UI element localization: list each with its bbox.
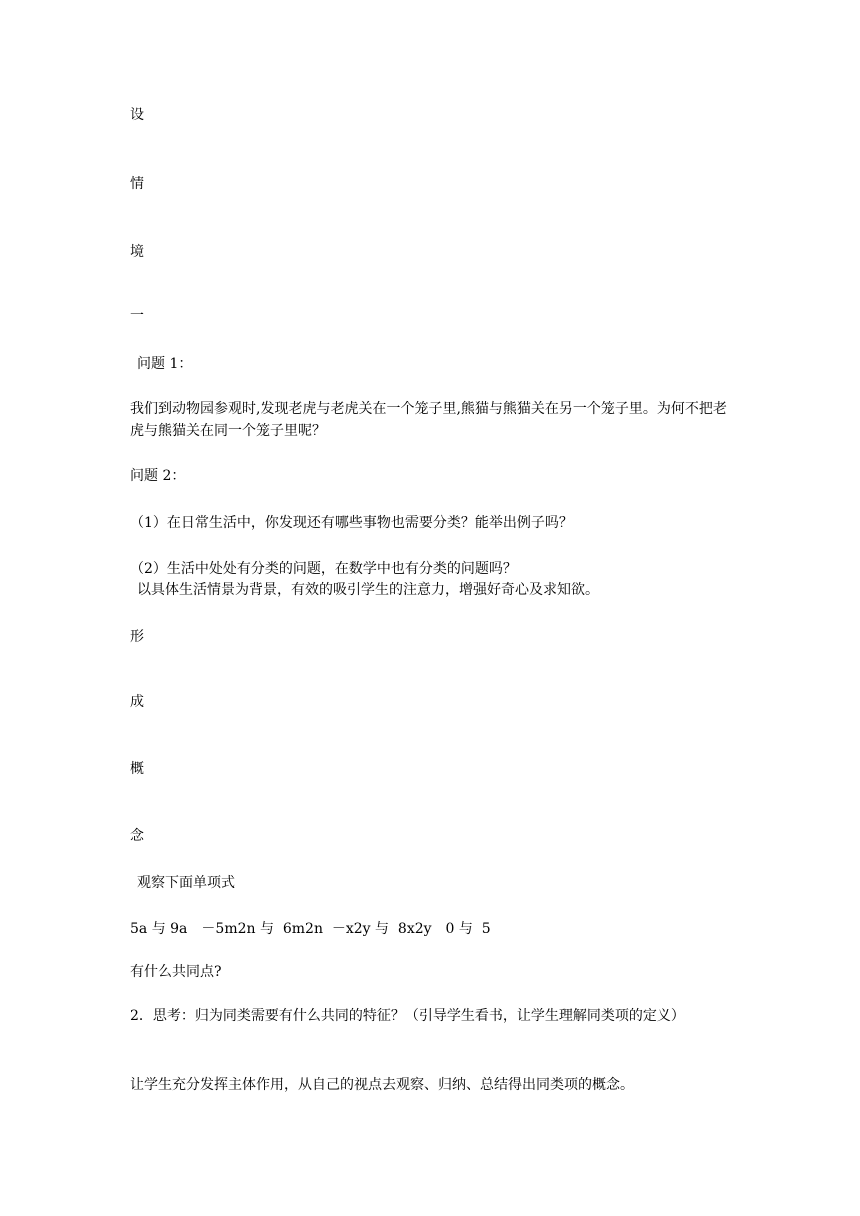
- question-2-item-2: （2）生活中处处有分类的问题，在数学中也有分类的问题吗？: [130, 561, 517, 577]
- section2-teaching-note: 让学生充分发挥主体作用，从自己的视点去观察、归纳、总结得出同类项的概念。: [130, 1077, 634, 1093]
- section1-teaching-note: 以具体生活情景为背景，有效的吸引学生的注意力，增强好奇心及求知欲。: [137, 582, 599, 598]
- question-1-label: 问题 1：: [137, 356, 193, 372]
- section2-heading-char-3: 概: [130, 761, 144, 777]
- common-point-question: 有什么共同点?: [130, 964, 222, 980]
- observe-label: 观察下面单项式: [137, 875, 235, 891]
- section1-heading-char-4: 一: [130, 308, 144, 324]
- section1-heading-char-1: 设: [130, 107, 144, 123]
- monomial-expressions: 5a 与 9a －5m2n 与 6m2n －x2y 与 8x2y 0 与 5: [130, 921, 491, 937]
- section1-heading-char-3: 境: [130, 244, 144, 260]
- section1-heading-char-2: 情: [130, 176, 144, 192]
- section2-heading-char-2: 成: [130, 694, 144, 710]
- think-prompt: 2．思考：归为同类需要有什么共同的特征？（引导学生看书，让学生理解同类项的定义）: [130, 1008, 685, 1024]
- section2-heading-char-4: 念: [130, 828, 144, 844]
- question-2-label: 问题 2：: [130, 468, 186, 484]
- question-2-item-1: （1）在日常生活中，你发现还有哪些事物也需要分类？能举出例子吗？: [130, 515, 573, 531]
- section2-heading-char-1: 形: [130, 629, 144, 645]
- question-1-text: 我们到动物园参观时,发现老虎与老虎关在一个笼子里,熊猫与熊猫关在另一个笼子里。为何不把老虎与熊猫关在同一个笼子里呢？: [130, 401, 727, 439]
